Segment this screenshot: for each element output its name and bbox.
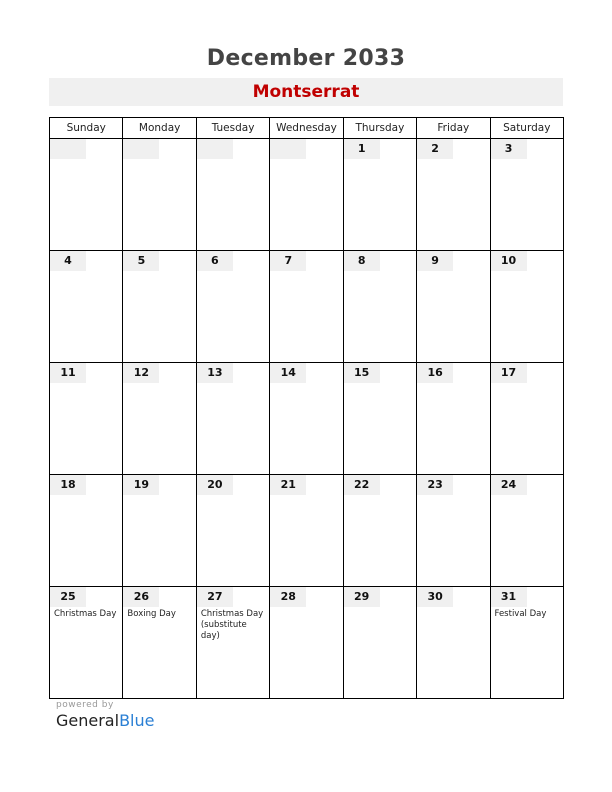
day-cell: [343, 139, 416, 251]
powered-by-text: powered by: [56, 700, 114, 710]
day-cell: [123, 587, 196, 699]
day-cell: [490, 475, 563, 587]
day-cell: [417, 363, 490, 475]
day-number: 11: [50, 363, 86, 383]
page-title: December 2033: [206, 46, 406, 71]
day-number: 10: [491, 251, 527, 271]
day-cell: [50, 363, 123, 475]
day-number: 21: [270, 475, 306, 495]
day-number: 27: [197, 587, 233, 607]
weekday-tuesday: Tuesday: [196, 118, 269, 139]
day-cell: [196, 139, 269, 251]
day-number: 7: [270, 251, 306, 271]
day-cell: [270, 139, 343, 251]
day-number: 26: [123, 587, 159, 607]
week-row-1: [50, 139, 564, 251]
day-cell: [270, 363, 343, 475]
footer-branding: [56, 700, 154, 730]
day-cell: [417, 587, 490, 699]
day-number: [197, 139, 233, 159]
day-number: 28: [270, 587, 306, 607]
day-number: 9: [417, 251, 453, 271]
brand-blue: Blue: [119, 711, 155, 730]
brand-general: General: [56, 711, 120, 730]
weekday-header-row: [50, 118, 564, 139]
country-name: Montserrat: [252, 82, 360, 102]
day-cell: [50, 475, 123, 587]
day-cell: [417, 475, 490, 587]
day-number: 5: [123, 251, 159, 271]
day-cell: [123, 475, 196, 587]
weekday-friday: Friday: [417, 118, 490, 139]
day-cell: [490, 251, 563, 363]
weekday-saturday: Saturday: [490, 118, 563, 139]
day-cell: [343, 475, 416, 587]
day-cell: [123, 251, 196, 363]
day-cell: [196, 363, 269, 475]
day-number: 15: [344, 363, 380, 383]
day-cell: [343, 587, 416, 699]
day-cell: [490, 139, 563, 251]
day-cell: [196, 475, 269, 587]
day-number: 23: [417, 475, 453, 495]
day-number: 17: [491, 363, 527, 383]
day-number: 29: [344, 587, 380, 607]
week-row-5: [50, 587, 564, 699]
day-cell: [490, 587, 563, 699]
day-number: 12: [123, 363, 159, 383]
day-cell: [270, 251, 343, 363]
day-number: 13: [197, 363, 233, 383]
day-number: [50, 139, 86, 159]
day-cell: [50, 251, 123, 363]
day-number: 22: [344, 475, 380, 495]
holiday-label: Christmas Day: [54, 609, 117, 619]
country-banner: [49, 78, 563, 106]
day-number: 8: [344, 251, 380, 271]
day-number: 24: [491, 475, 527, 495]
holiday-label: Festival Day: [494, 609, 547, 619]
day-cell: [123, 139, 196, 251]
day-cell: [123, 363, 196, 475]
weekday-monday: Monday: [123, 118, 196, 139]
day-number: [123, 139, 159, 159]
day-cell: [343, 251, 416, 363]
day-cell: [490, 363, 563, 475]
week-row-4: [50, 475, 564, 587]
weekday-sunday: Sunday: [50, 118, 123, 139]
day-number: 16: [417, 363, 453, 383]
day-number: 14: [270, 363, 306, 383]
day-number: 25: [50, 587, 86, 607]
holiday-label: Christmas Day (substitute day): [200, 609, 264, 641]
day-number: 3: [491, 139, 527, 159]
day-number: 2: [417, 139, 453, 159]
day-cell: [270, 587, 343, 699]
day-cell: [50, 587, 123, 699]
day-number: 30: [417, 587, 453, 607]
day-cell: [343, 363, 416, 475]
day-number: 31: [491, 587, 527, 607]
day-number: 4: [50, 251, 86, 271]
day-cell: [50, 139, 123, 251]
calendar-grid: [49, 117, 564, 699]
day-cell: [270, 475, 343, 587]
day-number: 20: [197, 475, 233, 495]
day-cell: [417, 251, 490, 363]
weekday-wednesday: Wednesday: [270, 118, 343, 139]
day-number: 6: [197, 251, 233, 271]
day-cell: [196, 251, 269, 363]
day-number: [270, 139, 306, 159]
day-number: 1: [344, 139, 380, 159]
weekday-thursday: Thursday: [343, 118, 416, 139]
day-number: 19: [123, 475, 159, 495]
holiday-label: Boxing Day: [127, 609, 176, 619]
day-number: 18: [50, 475, 86, 495]
week-row-3: [50, 363, 564, 475]
day-cell: [417, 139, 490, 251]
week-row-2: [50, 251, 564, 363]
brand-logo[interactable]: [56, 711, 154, 730]
day-cell: [196, 587, 269, 699]
